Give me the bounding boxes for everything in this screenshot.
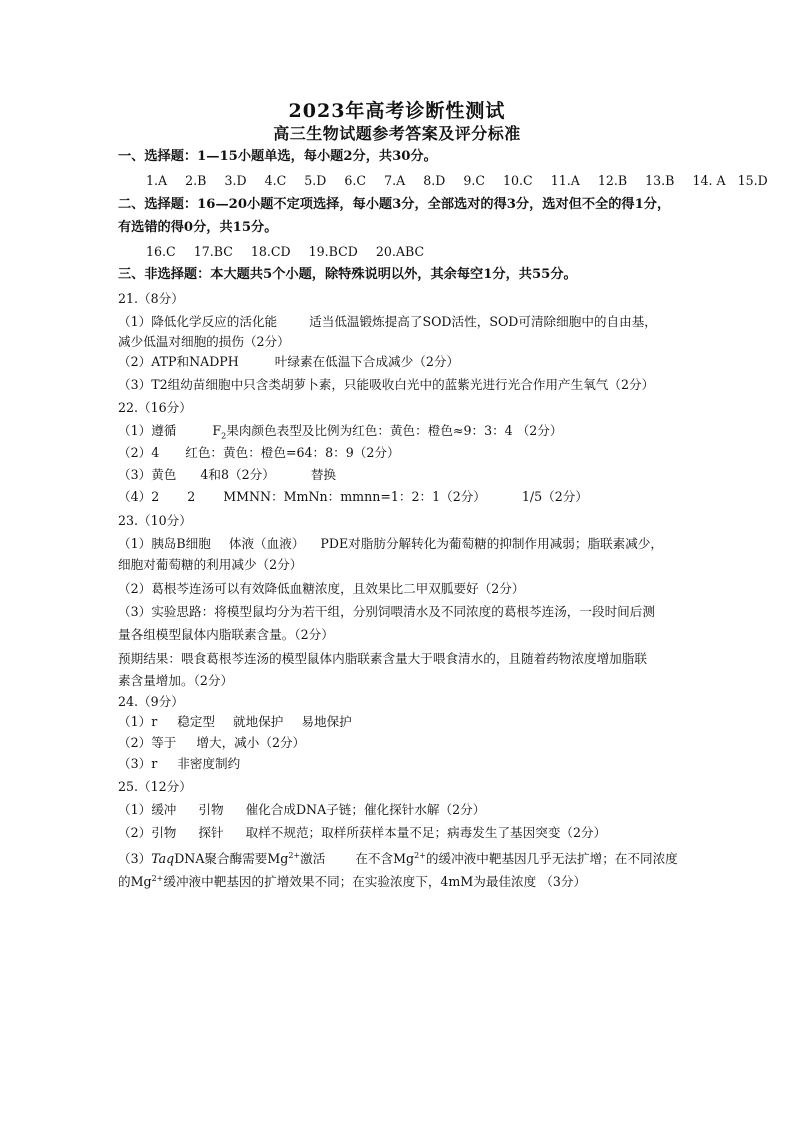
q24-line1 bbox=[118, 713, 352, 731]
q22-4-answer-c: MMNN：MmNn：mmnn=1：2：1（2分） bbox=[223, 489, 486, 504]
q25-heading: 25.（12分） bbox=[118, 779, 192, 794]
q24-1-answer-c: 就地保护 bbox=[233, 714, 284, 729]
section-3-heading: 三、非选择题：本大题共5个小题，除特殊说明以外，其余每空1分，共55分。 bbox=[118, 267, 577, 282]
q25-3-label: （3） bbox=[118, 851, 152, 867]
section-1-heading: 一、选择题：1—15小题单选，每小题2分，共30分。 bbox=[118, 149, 437, 164]
q23-1-answer-a: （1）胰岛B细胞 bbox=[118, 536, 211, 551]
q22-line4 bbox=[118, 488, 588, 506]
answer-14: 14. A bbox=[692, 173, 726, 188]
q21-heading: 21.（8分） bbox=[118, 291, 184, 306]
q22-line1 bbox=[118, 422, 563, 446]
answer-13: 13.B bbox=[645, 173, 675, 188]
q22-3-answer-b: 4和8（2分） bbox=[200, 467, 275, 482]
q25-1-answer-c: 催化合成DNA子链；催化探针水解（2分） bbox=[245, 802, 486, 817]
answer-17: 17.BC bbox=[193, 244, 233, 259]
q23-line3-cont: 量各组模型鼠体内脂联素含量。（2分） bbox=[118, 627, 334, 642]
q22-1-f2-label: F bbox=[212, 423, 222, 438]
q22-3-answer-a: （3）黄色 bbox=[118, 467, 177, 482]
q22-line2 bbox=[118, 444, 400, 462]
answer-19: 19.BCD bbox=[308, 244, 358, 259]
q25-1-answer-a: （1）缓冲 bbox=[118, 802, 177, 817]
answer-10: 10.C bbox=[503, 173, 533, 188]
q25-3-cont-b: 缓冲液中靶基因的扩增效果不同；在实验浓度下，4mM为最佳浓度 （3分） bbox=[163, 874, 587, 890]
q23-1-answer-c: PDE对脂肪分解转化为葡萄糖的抑制作用减弱；脂联素减少， bbox=[320, 536, 664, 551]
q22-heading: 22.（16分） bbox=[118, 400, 192, 415]
q24-3-answer-a: （3）r bbox=[118, 756, 158, 771]
q25-line1 bbox=[118, 801, 485, 819]
q23-prediction-cont: 素含量增加。（2分） bbox=[118, 673, 234, 688]
answer-12: 12.B bbox=[597, 173, 628, 188]
answer-6: 6.C bbox=[344, 173, 367, 188]
q21-2-answer-a: （2）ATP和NADPH bbox=[118, 354, 239, 369]
q25-3-answer-a: DNA聚合酶需要Mg bbox=[174, 851, 289, 867]
section-2-heading-line1: 二、选择题：16—20小题不定项选择，每小题3分，全部选对的得3分，选对但不全的得1分， bbox=[118, 197, 671, 212]
q24-2-answer-a: （2）等于 bbox=[118, 735, 177, 750]
q25-3-mg-superscript: 2+ bbox=[288, 851, 301, 860]
q22-2-answer-a: （2）4 bbox=[118, 445, 160, 460]
q25-1-answer-b: 引物 bbox=[198, 802, 224, 817]
answer-3: 3.D bbox=[224, 173, 247, 188]
answer-16: 16.C bbox=[146, 244, 176, 259]
q22-line3 bbox=[118, 466, 336, 484]
q25-3-taq-italic: Taq bbox=[151, 851, 175, 867]
q21-line1-cont: 减少低温对细胞的损伤（2分） bbox=[118, 334, 290, 349]
q22-4-answer-d: 1/5（2分） bbox=[521, 489, 588, 504]
q21-1-answer-b: 适当低温锻炼提高了SOD活性，SOD可清除细胞中的自由基， bbox=[309, 314, 657, 329]
section-1-answers bbox=[146, 172, 768, 190]
q25-line2 bbox=[118, 824, 606, 842]
q25-3-answer-a-end: 激活 bbox=[300, 851, 326, 867]
q22-4-answer-a: （4）2 bbox=[118, 489, 160, 504]
q23-prediction: 预期结果：喂食葛根芩连汤的模型鼠体内脂联素含量大于喂食清水的，且随着药物浓度增加脂联 bbox=[118, 651, 647, 666]
q23-line1 bbox=[118, 535, 663, 553]
q25-3-answer-b-end: 的缓冲液中靶基因几乎无法扩增；在不同浓度 bbox=[425, 851, 678, 867]
section-2-heading-line2: 有选错的得0分，共15分。 bbox=[118, 220, 278, 235]
answer-9: 9.C bbox=[463, 173, 485, 188]
answer-18: 18.CD bbox=[250, 244, 291, 259]
q24-1-answer-a: （1）r bbox=[118, 714, 158, 729]
q23-heading: 23.（10分） bbox=[118, 513, 192, 528]
answer-4: 4.C bbox=[264, 173, 287, 188]
q24-2-answer-b: 增大，减小（2分） bbox=[196, 735, 306, 750]
q21-line2 bbox=[118, 353, 459, 371]
answer-1: 1.A bbox=[146, 173, 168, 188]
q24-line3 bbox=[118, 755, 240, 773]
q25-line3-cont bbox=[118, 870, 586, 891]
page-title: 2023年高考诊断性测试 bbox=[288, 100, 506, 122]
page-subtitle: 高三生物试题参考答案及评分标准 bbox=[273, 124, 521, 143]
answer-2: 2.B bbox=[185, 173, 207, 188]
q24-3-answer-b: 非密度制约 bbox=[177, 756, 241, 771]
q23-line2: （2）葛根芩连汤可以有效降低血糖浓度，且效果比二甲双胍要好（2分） bbox=[118, 581, 525, 596]
q22-2-answer-b: 红色：黄色：橙色=64：8：9（2分） bbox=[185, 445, 400, 460]
q21-2-answer-b: 叶绿素在低温下合成减少（2分） bbox=[274, 354, 460, 369]
q25-2-answer-c: 取样不规范；取样所获样本量不足；病毒发生了基因突变（2分） bbox=[245, 825, 607, 840]
answer-15: 15.D bbox=[737, 173, 768, 188]
q23-line1-cont: 细胞对葡萄糖的利用减少（2分） bbox=[118, 557, 303, 572]
q22-1-f2-subscript: 2 bbox=[221, 431, 227, 441]
q25-3-cont-a: 的Mg bbox=[118, 874, 152, 890]
q22-1-answer-a: （1）遵循 bbox=[118, 423, 177, 438]
q24-1-answer-d: 易地保护 bbox=[301, 714, 352, 729]
q22-4-answer-b: 2 bbox=[187, 489, 196, 504]
q21-line1 bbox=[118, 313, 657, 331]
q23-1-answer-b: 体液（血液） bbox=[228, 536, 305, 551]
q25-2-answer-b: 探针 bbox=[198, 825, 224, 840]
q24-line2 bbox=[118, 734, 305, 752]
answer-5: 5.D bbox=[304, 173, 327, 188]
q24-1-answer-b: 稳定型 bbox=[177, 714, 216, 729]
q24-heading: 24.（9分） bbox=[118, 694, 184, 709]
q22-1-answer-b: 果肉颜色表型及比例为红色：黄色：橙色≈9：3：4 （2分） bbox=[226, 423, 563, 438]
q23-line3: （3）实验思路：将模型鼠均分为若干组，分别饲喂清水及不同浓度的葛根芩连汤，一段时间后测 bbox=[118, 604, 655, 619]
answer-8: 8.D bbox=[423, 173, 446, 188]
section-2-answers bbox=[146, 243, 424, 261]
q21-line3: （3）T2组幼苗细胞中只含类胡萝卜素，只能吸收白光中的蓝紫光进行光合作用产生氧气（2分） bbox=[118, 377, 655, 392]
answer-20: 20.ABC bbox=[375, 244, 425, 259]
answer-7: 7.A bbox=[384, 173, 406, 188]
q22-3-answer-c: 替换 bbox=[310, 467, 336, 482]
q21-1-answer-a: （1）降低化学反应的活化能 bbox=[118, 314, 278, 329]
q25-line3 bbox=[118, 847, 678, 868]
q25-3-mg-superscript-3: 2+ bbox=[151, 874, 164, 883]
answer-11: 11.A bbox=[550, 173, 580, 188]
q25-3-answer-b: 在不含Mg bbox=[355, 851, 415, 867]
q25-2-answer-a: （2）引物 bbox=[118, 825, 177, 840]
q25-3-mg-superscript-2: 2+ bbox=[414, 851, 426, 860]
